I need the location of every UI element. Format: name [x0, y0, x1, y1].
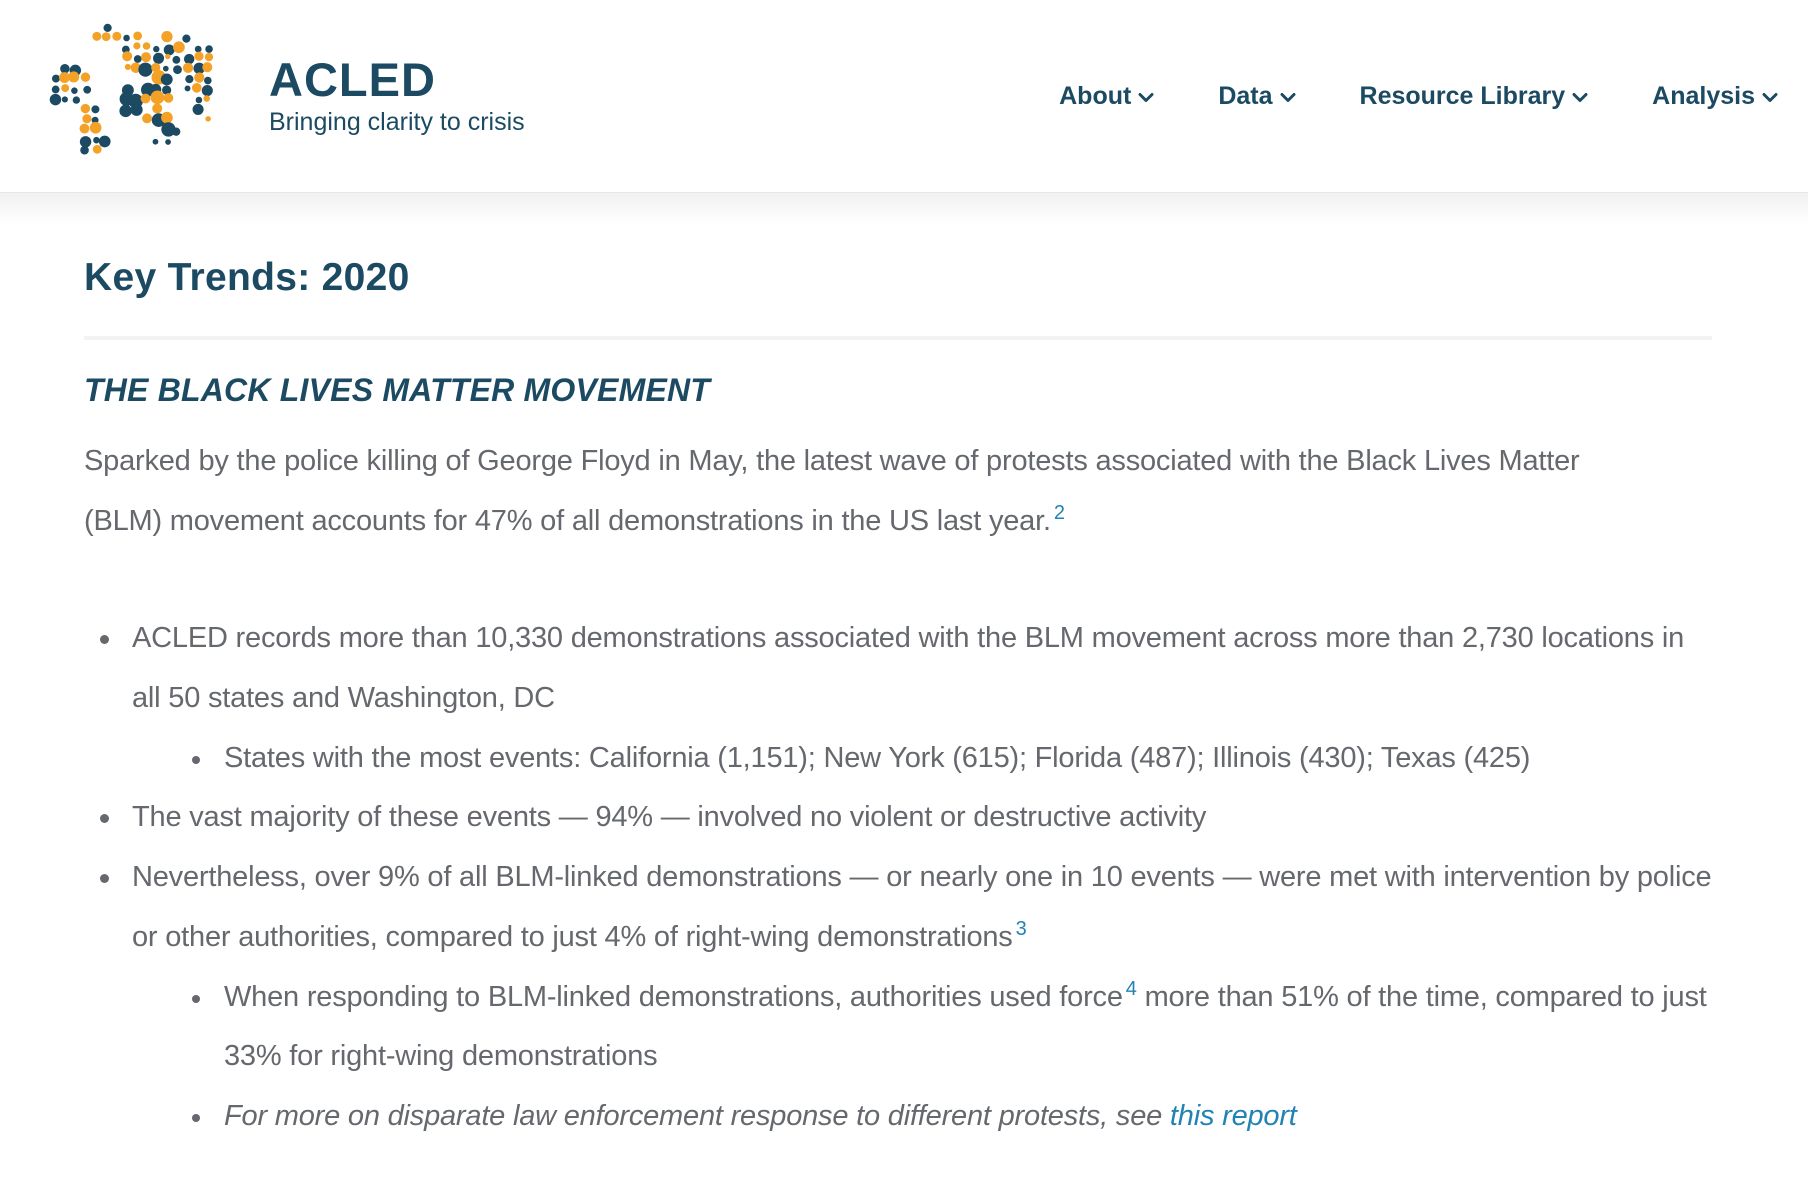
footnote-superscript [1123, 978, 1137, 1000]
bullet-list-level-1 [84, 609, 1748, 1147]
section-heading: THE BLACK LIVES MATTER MOVEMENT [84, 371, 711, 408]
list-item: When responding to BLM-linked demonstrations, authorities used force $^4$ more than 51% of the time, compared to just 33% for right-wing demonstrations [176, 968, 1712, 1087]
nav-item-label: Analysis [1652, 81, 1755, 110]
report-link[interactable]: this report [1169, 1100, 1297, 1133]
bullet-list [84, 609, 1748, 1147]
nav-item-label: Data [1218, 81, 1273, 110]
intro-paragraph: Sparked by the police killing of George Floyd in May, the latest wave of protests associated with the Black Lives Matter (BLM) movement accounts for 47% of all demonstrations in the US last year. $^2$ [84, 444, 1580, 537]
nav-item-data[interactable] [1218, 82, 1295, 111]
nav-item-about[interactable] [1059, 82, 1154, 111]
header-shadow [0, 193, 1808, 225]
nav-item-label: Resource Library [1359, 81, 1566, 110]
site-header [0, 0, 1808, 193]
chevron-down-icon [1572, 93, 1588, 103]
list-item: The vast majority of these events — 94% — involved no violent or destructive activity [84, 788, 1712, 848]
nav-item-label: About [1059, 81, 1132, 110]
bullet-list-level-2 [176, 729, 1712, 789]
chevron-down-icon [1138, 93, 1154, 103]
footnote-superscript [1013, 918, 1027, 940]
brand-name: ACLED [269, 52, 436, 106]
brand-tagline: Bringing clarity to crisis [269, 108, 525, 137]
main-nav [1059, 82, 1782, 111]
nav-item-analysis[interactable] [1652, 82, 1778, 111]
nav-item-resource-library[interactable] [1360, 82, 1589, 111]
page-title: Key Trends: 2020 [84, 256, 410, 299]
content [0, 255, 1808, 1147]
chevron-down-icon [1280, 93, 1296, 103]
bullet-list-level-2 [176, 968, 1712, 1147]
list-item: Nevertheless, over 9% of all BLM-linked demonstrations — or nearly one in 10 events — were met with intervention by police or other authorities, compared to just 4% of right-wing demonstrations $^3$ When responding to BLM-linked demonstrations, authorities used force $^4$ more than 51% of the time, compared to just 33% for right-wing demonstrations For more on disparate law enforcement response to different protests, see this report [84, 848, 1712, 1147]
divider [84, 336, 1712, 340]
footnote-link[interactable]: 4 [1125, 978, 1137, 1001]
acled-globe-icon [38, 13, 243, 179]
list-item: States with the most events: California (1,151); New York (615); Florida (487); Illinois (430); Texas (425) [176, 729, 1712, 789]
footnote-link[interactable]: 3 [1015, 918, 1027, 941]
acled-logo[interactable] [38, 13, 525, 179]
footnote-link[interactable]: 2 [1053, 501, 1065, 524]
chevron-down-icon [1762, 93, 1778, 103]
list-item: ACLED records more than 10,330 demonstrations associated with the BLM movement across more than 2,730 locations in all 50 states and Washington, DC States with the most events: California (1,151); New York (615); Florida (487); Illinois (430); Texas (425) [84, 609, 1712, 788]
list-item: For more on disparate law enforcement response to different protests, see this report [176, 1087, 1712, 1147]
footnote-superscript [1051, 502, 1065, 524]
logo-text [269, 52, 525, 137]
